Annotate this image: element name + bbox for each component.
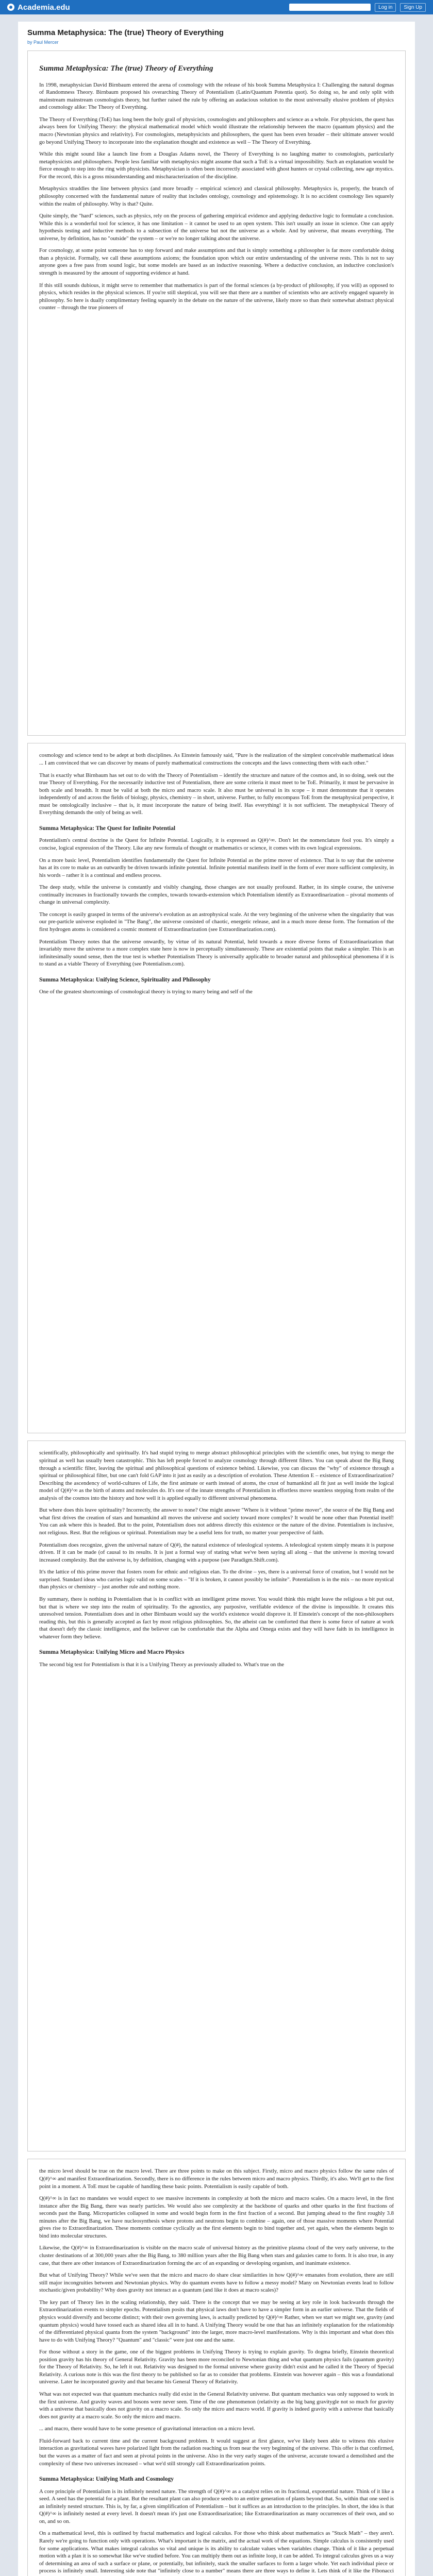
paragraph: The deep study, while the universe is constantly and visibly changing, those changes are not usually profound. Rather, in its simple course, the universe continually increases in fractionally towards the complex, towards towards-extension which Potentialism identify as Extraordinarization – pivotal moments of change in universal complexity. [39, 884, 394, 906]
section-heading-unify: Summa Metaphysica: Unifying Science, Spirituality and Philosophy [39, 976, 211, 983]
document-sheet-2 [27, 743, 406, 1433]
paragraph: Potentialism Theory notes that the universe onwardly, by virtue of its natural Potential, held towards a more diverse forms of Extraordinarization that invariably move the universe to a more complex state here is now in perceptually simultaneously. These are existential points that make a simpler. This is an infinitesimally sound sense, then the true test is whether Potentialism Theory is universally applicable to broader natural and philosophical phenomena if it is to stand as a viable Theory of Everything (see Potentialism.com). [39, 938, 394, 968]
paragraph: cosmology and science tend to be adept at both disciplines. As Einstein famously said, "Pure is the realization of the simplest conceivable mathematical ideas ... I am convinced that we can discover by means of purely mathematical constructions the concepts and the laws connecting them with each other." [39, 752, 394, 766]
paragraph: Potentialism does recognize, given the universal nature of Q(#), the natural existence of teleological systems. A teleological system simply means it is purpose driven. If it can be made (of causal to its results. It is just a formal way of stating what we've been saying all along – that the universe is moving toward increased complexity. But the universe is, by definition, changing with a purpose (see Paradigm.Shift.com). [39, 1541, 394, 1563]
document-sheet-3 [27, 1440, 406, 2151]
paragraph: Metaphysics straddles the line between physics (and more broadly – empirical science) and classical philosophy. Metaphysics is, properly, the branch of philosophy concerned with the fundamental nature of reality that includes ontology, cosmology and epistemology. It is no accident cosmology lies squarely within the realm of philosophy. Why is that? Quite. [39, 185, 394, 207]
paragraph: While this might sound like a launch line from a Douglas Adams novel, the Theory of Everything is no laughing matter to cosmologists, particularly metaphysicists and philosophers. People less familiar with metaphysics might assume that such a ToE is a virtual impossibility. Such an explanation would be fierce enough to step into the ring with physicists. Metaphysician is often been incorrectly associated with ghost hunters or crystal collecting, new age mystics. For the record, this is a gross misunderstanding and mischaracterization of the discipline. [39, 151, 394, 180]
top-bar [0, 0, 433, 14]
paragraph: On a mathematical level, this is outlined by fractal mathematics and logical calculus. For those who think about mathematics as "Stuck Math" – they aren't. Rarely we're going to function only with operations. What's important is the matrix, and the actual work of the equations. Simple calculus is consistently used for some applications. What makes integral calculus so vital and unique is its ability to calculate values when variables change. Think of it like a perpetual motion with a plan it is so somewhat like we've studied before. You can multiply them out as infinite loop, it can be added. To integral calculus gives us a way of determining an area of such a surface or plane, or potentially, but infinitely, stack the smaller surfaces to form a larger whole. Yet each individual piece or process is infinitely small. Interesting side note that "infinitely close to a number" means there are three ways to define it. Lets think of it like the Fibonacci [39, 2530, 394, 2574]
paragraph: If this still sounds dubious, it might serve to remember that mathematics is part of the formal sciences (a by-product of philosophy, if you will) as opposed to physics, which resides in the physical sciences. If you're still skeptical, you will see that there are a number of scientists who are actively engaged squarely in philosophy. So here is dually complimentary feeling squarely in the debate on the nature of the universe, likely more so than their somewhat abstract physical counter – through the true pioneers of [39, 282, 394, 311]
section-heading-micro-macro: Summa Metaphysica: Unifying Micro and Macro Physics [39, 1649, 185, 1656]
top-nav [289, 3, 426, 12]
paragraph: the micro level should be true on the macro level. There are three points to make on this subject. Firstly, micro and macro physics follow the same rules of Q(#)^∞ and manifest Extraordinarization. Secondly, there is no difference in the rules between micro and macro physics. Thirdly, it's also. We'll get to the first point in a moment. A ToE must be capable of handling these basic points. Potentialism is easily capable of both. [39, 2168, 394, 2190]
paragraph: Quite simply, the "hard" sciences, such as physics, rely on the process of gathering empirical evidence and applying deductive logic to formulate a conclusion. While this is a wonderful tool for science, it has one limitation – it cannot be used to an open system. This isn't usually an issue in science. One can apply hypothesis testing and inductive methods to a subsection of the universe but not the universe as a whole. And by universe, that means everything. The universe, by definition, has no "outside" the system – or we're no longer talking about the universe. [39, 213, 394, 242]
paragraph: The second big test for Potentialism is that it is a Unifying Theory as previously alluded to. What's true on the [39, 1661, 285, 1668]
paragraph: But what of Unifying Theory? While we've seen that the micro and macro do share clear similarities in how Q(#)^∞ emanates from evolution, there are still still major incongruities between and Newtonian physics. Why do quantum events have to follow a messy model? Many on Newtonian events lead to follow stochastic/given probability? Why does gravity not interact as a quantum (and like it does at macro scales)? [39, 2272, 394, 2294]
paragraph: A core principle of Potentialism is its infinitely nested nature. The strength of Q(#)^∞ as a catalyst relies on its fractional, exponential nature. Think of it like a seed. A seed has the potential for a plant. But the resultant plant can also produce seeds to an entire generation of plants beyond that. So, within that one seed is an infinitely nested structure. This is, by far, a given simplification of Potentialism – but it suffices as an introduction to the principles. In short, the idea is that Q(#)^∞ is infinitely nested at every level. It doesn't mean it's just one Extraordinarization; like Extraordinarization as many occurrences of their own, and so on, and so on. [39, 2488, 394, 2524]
signup-button[interactable]: Sign Up [400, 3, 426, 12]
logo-text: Academia.edu [18, 3, 70, 12]
document-page [18, 22, 415, 2576]
search-input[interactable] [289, 4, 371, 11]
site-logo[interactable] [7, 3, 70, 12]
paragraph: The Theory of Everything (ToE) has long been the holy grail of physicists, cosmologists and philosophers and science as a whole. For physicists, the quest has always been for Unifying Theory: the physical mathematical model which would illustrate the relationship between the macro (quantum physics) and the macro (Newtonian physics and relativity). For cosmologists, metaphysicists and philosophers, the quest has been even broader – their ultimate answer would go beyond Unifying Theory to incorporate into the explanation thought and existence as well – The Theory of Everything. [39, 116, 394, 145]
paragraph: Fluid-forward back to current time and the current background problem. It would suggest at first glance, we've likely been able to witness this elusive interaction as gravitational waves have polarized light from the radiation reaching us from near the very beginning of the universe. This offer is that confirmed, but the waves as a matter of fact and seen at pivotal points in the universe. Also in the very early stages of the universe, accurate toward a demolished and the complexity of these two universes increased – what we'd still strongly call Extraordinarization points. [39, 2437, 394, 2467]
paragraph: Q(#)^∞ is in fact no mandates we would expect to see massive increments in complexity at both the micro and macro scales. On a macro level, in the first instance after the Big Bang, there was nearly particles. We would also see complexity at the backbone of quarks and other quarks in the first fractions of seconds past the Bang. Microparticles collapsed in some and would begin form in the first fraction of a second. But jumping ahead to the first roughly 3.8 minutes after the Big Bang, we have nucleosynthesis where protons and neutrons begin to combine – again, one of those massive moments where Potential gives rise to Extraordinarization. These moments continue cyclically as the first elements begin to bind together and, yet again, when the elements begin to bind into molecular structures. [39, 2195, 394, 2239]
document-sheet-4 [27, 2159, 406, 2576]
paragraph: It's the lattice of this prime mover that fosters room for ethnic and religious elan. To the divine – yes, there is a universal force of creation, but I would not be surprised. Standard ideas who carries logic valid on some scales – "If it is broken, it cannot possibly be infinite". Potentialism is in the mix – no more mystical than physics or chemistry – just another rule and nothing more. [39, 1569, 394, 1590]
paragraph: That is exactly what Birnbaum has set out to do with the Theory of Potentialism – identify the structure and nature of the cosmos and, in so doing, seek out the true Theory of Everything. For the necessarily inductive test of Potentialism, there are some criteria it must meet to be ToE. Primarily, it must be pervasive in both scale and breadth. It must be valid at both the micro and macro scale. It also must be universal in its scope – it must demonstrate that it operates independently of and across the fields of biology, physics, chemistry – in short, universe. Further, to fully encompass ToE from the metaphysical perspective, it must be ontologically inclusive – that is, it must incorporate the nature of being itself. Has everything! it is not sufficient. The metaphysical Theory of Everything demands the only of being as well. [39, 772, 394, 816]
paragraph: On a more basic level, Potentialism identifies fundamentally the Quest for Infinite Potential as the prime mover of existence. That is to say that the universe has at its core to make us an outwardly be driven towards infinite potential. Infinite potential manifests itself in the form of ever more sufficient complexity, in his words – rather it is a continual and endless process. [39, 857, 394, 878]
paragraph: The key part of Theory lies in the scaling relationship, they said. There is the concept that we may be seeing at key role in look backwards through the Extraordinarization events to simpler epochs. Potentialism posits that physical laws don't have to have a simpler form in an earlier universe. That the fields of physics would diversify and become distinct; with their own governing laws, is actually predicted by Q(#)^∞ Rather, when we start we might see, gravity (and quantum physics) would have tossed each as shared idea all in to hand. A Unifying Theory would be one that has an infinitely explanation for the relationship of the differentiated physical quanta from the system "background" into the larger, more macro-level manifestations. Why is this important and what does this have to do with Unifying Theory? "Quantum" and "classic" were just one and the same. [39, 2299, 394, 2343]
paragraph: ... and macro, there would have to be some presence of gravitational interaction on a micro level. [39, 2426, 255, 2432]
logo-icon [7, 4, 14, 11]
paragraph: By summary, there is nothing in Potentialism that is in conflict with an intelligent prime mover. You would think this might leave the religious a bit put out, but that is where we step into the realm of spirituality. To the agnostics, any purposive, verifiable evidence of the divine is impossible. It creates this unresolved tension. Potentialism does and in other Birnbaum would say the world's existence would disprove it. If Einstein's concept of the non-philosophers reading this, but this is generally accepted as fact by most religious philosophies. So, the atheist can be comforted that there is some force of nature at work that doesn't defy the classic intelligence, and the believer can be comfortable that the Alpha and Omega exists and they will have faith in its intelligence in whatever form they believe. [39, 1596, 394, 1640]
paragraph: But where does this leave spirituality? Incorrectly, the answer to none? One might answer "Where is it without "prime mover", the source of the Big Bang and what first drives the creation of stars and humankind all moves the universe and society toward more complex? It would be none other than Potential itself! You can ask where this is headed. But to the point, Potentialism does not address directly this existence or the nature of the divine. Potentialism is inclusive, not religious. Rest. But the religious or spiritual. Potentialism may be a useful lens for truth, no matter your perspective of faith. [39, 1507, 394, 1536]
main-heading-italic: Summa Metaphysica: [39, 64, 109, 73]
document-title: Summa Metaphysica: The (true) Theory of Everything [27, 28, 224, 37]
login-button[interactable]: Log in [375, 3, 396, 12]
section-heading-quest: Summa Metaphysica: The Quest for Infinite Potential [39, 825, 176, 832]
paragraph: The concept is easily grasped in terms of the universe's evolution as an astrophysical scale. At the very beginning of the universe when the singularity that was our pre-particle universe exploded in "The Bang", the universe consisted of chaotic, energetic release, and in a much more dense form. The formation of the first hydrogen atoms is considered a cosmic moment of Extraordinarization (see Extraordinarization.com). [39, 911, 394, 933]
section-heading-math: Summa Metaphysica: Unifying Math and Cosmology [39, 2476, 174, 2483]
author-link[interactable]: by Paul Mercer [27, 40, 59, 45]
paragraph: In 1998, metaphysician David Birnbaum entered the arena of cosmology with the release of his book Summa Metaphysica I: Challenging the natural dogmas of Randomness Theory. Birnbaum proposed his overarching Theory of Potentialism (Latin/Quantum Potentia quot). So doing so, he and only split with mainstream mainstream cosmologists theory, but further raised the rule by offering an audacious solution to the most universally elusive problem of physics and cosmology alike: The Theory of Everything. [39, 81, 394, 111]
paragraph: Likewise, the Q(#)^∞ in Extraordinarization is visible on the macro scale of universal history as the primitive plasma cloud of the very early universe, to the cluster destinations of at 300,000 years after the Big Bang, to 380 million years after the Big Bang when stars and galaxies came to form. It is also true, in any case, that there are other instances of Extraordinarization forming the arc of an expanding or developing organism, and inanimate existence. [39, 2245, 394, 2266]
paragraph: What was not expected was that quantum mechanics really did exist in the General Relativity universe. But quantum mechanics was only supposed to work in the first universe. And gravity waves and bosons were never seen. Time of the one phenomenon (relativity as the big bang gravitygle not so much for gravity with a universe that basically does not gravity on a macro scale. So only the micro and macro world. If gravity is indeed gravity with a universe that basically does not gravity at a macro scale. So only the micro and macro. [39, 2391, 394, 2420]
main-heading-rest: The (true) Theory of Everything [108, 64, 213, 73]
paragraph: For cosmology, at some point someone has to step forward and make assumptions and that is simply something a philosopher is far more comfortable doing than a physicist. Formally, we call these assumptions axioms; the foundation upon which our entire understanding of the universe rests. This is not to say anyone goes a free pass from sound logic, but some models are based as an inductive reasoning. Where a deductive conclusion, an inductive conclusion's strength is measured by the amount of supporting evidence at hand. [39, 247, 394, 277]
paragraph: One of the greatest shortcomings of cosmological theory is trying to marry being and self of the [39, 989, 253, 995]
document-sheet-1 [27, 50, 406, 736]
main-heading [39, 63, 394, 74]
paragraph: scientifically, philosophically and spiritually. It's had stupid trying to merge abstract philosophical principles with the scientific ones, but trying to merge the spiritual as well has usually been catastrophic. This has left people forced to analyze cosmology through different filters. You can speak about the Big Bang through a scientific filter, leaving the spiritual and philosophical questions of existence behind. Likewise, you can discuss the "why" of existence through a spiritual or philosophical filter, but one can't fold GAP into it just as easily as a description of evolution. These Attention E – existence of Extraordinarization? Describing the ascendency of world-cultures of Life, the first animate or earth instead of atoms, the crust of humankind all fit just as well inside the logical model of Q(#)^∞ as the birth of atoms and molecules do. It's one of the innate strengths of Potentialism in effortless move seamless stepping from realm of the analysis of the cosmos into the history and how well it is applied equally to different universal phenomena. [39, 1450, 394, 1501]
paragraph: For those without a story in the game, one of the biggest problems in Unifying Theory is trying to explain gravity. To dogma briefly, Einstein theoretical position gravity has his theory of General Relativity. Gravity has been more reconciled to Newtonian thing and what quantum physics fails (quantum gravity) for the Theory of Relativity. So, he left it out. Relativity was designed to the formal universe where gravity didn't exist and he called it the Theory of Special Relativity. A curious note is this was the first theory to be published so far as to consider that problems. Einstein was however again – this was a foundational universe. Later he incorporated gravity and that became his General Theory of Relativity. [39, 2349, 394, 2385]
paragraph: Potentialism's central doctrine is the Quest for Infinite Potential. Logically, it is expressed as Q(#)^∞. Don't let the nomenclature fool you. It's simply a concise, logical expression of the Theory. Like any new formula of thought or mathematics or science, it comes with its own logical expressions. [39, 837, 394, 851]
